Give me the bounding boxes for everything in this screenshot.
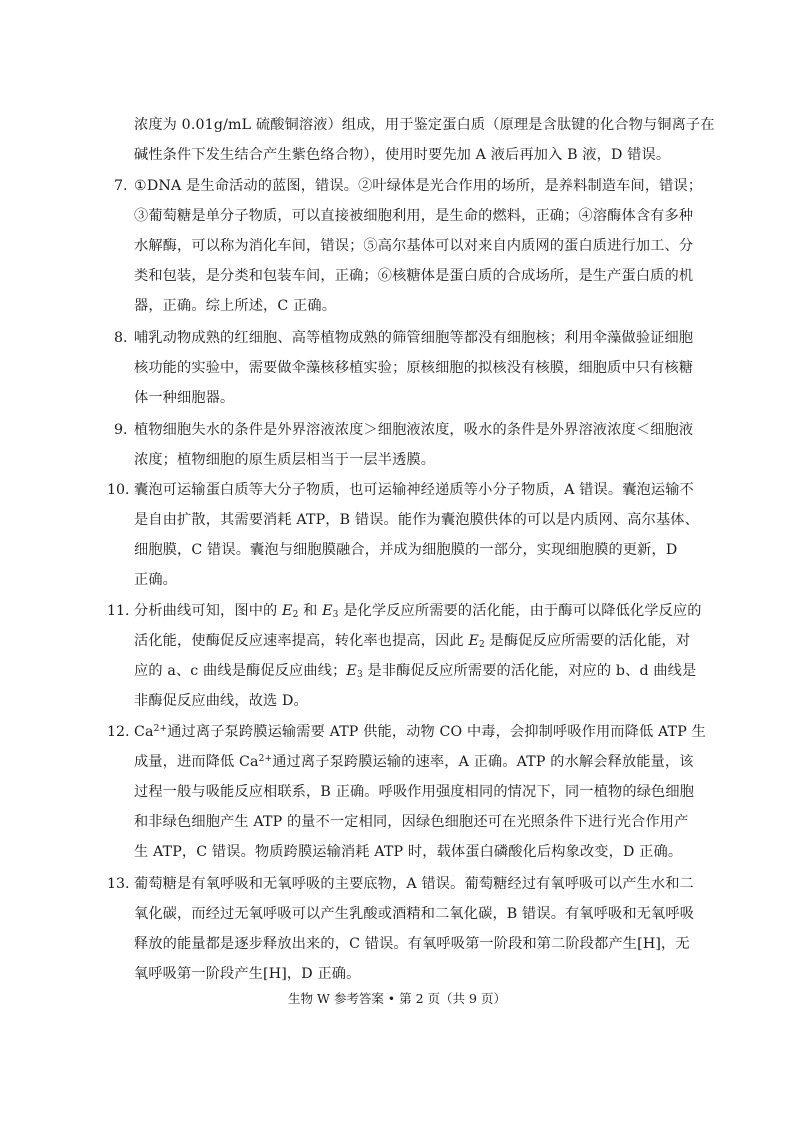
answer-12-line-1: $Ca^{2+}$通过离子泵跨膜运输需要 ATP 供能，动物 CO 中毒，会抑制呼吸作用而降低 ATP 生	[134, 724, 706, 740]
answer-13-line-4: 氧呼吸第一阶段产生[H]，D 正确。	[134, 966, 361, 982]
answer-9-line-1: 植物细胞失水的条件是外界溶液浓度＞细胞液浓度，吸水的条件是外界溶液浓度＜细胞液	[134, 422, 694, 438]
answer-12-line-2: 成量，进而降低 $Ca^{2+}$通过离子泵跨膜运输的速率，A 正确。ATP 的水解会释放能量，该	[134, 754, 694, 770]
answer-8-line-3: 体一种细胞器。	[134, 390, 235, 406]
answer-10-line-4: 正确。	[134, 572, 178, 588]
answer-12-line-4: 和非绿色细胞产生 ATP 的量不一定相同，因绿色细胞还可在光照条件下进行光合作用产	[134, 814, 689, 830]
continuation-line-1: 浓度为 0.01g/mL 硫酸铜溶液）组成，用于鉴定蛋白质（原理是含肽键的化合物与铜离子在	[134, 117, 715, 133]
answer-10-line-2: 是自由扩散，其需要消耗 ATP，B 错误。能作为囊泡膜供体的可以是内质网、高尔基体、	[134, 512, 699, 528]
answer-13-line-3: 释放的能量都是逐步释放出来的，C 错误。有氧呼吸第一阶段和第二阶段都产生[H]，无	[134, 936, 690, 952]
answer-8-line-2: 核功能的实验中，需要做伞藻核移植实验；原核细胞的拟核没有核膜，细胞质中只有核糖	[134, 360, 694, 376]
answer-8-number: 8.	[114, 330, 128, 346]
answer-7-line-1: ①DNA 是生命活动的蓝图，错误。②叶绿体是光合作用的场所，是养料制造车间，错误；	[134, 178, 703, 194]
answer-11-line-2: 活化能，使酶促反应速率提高，转化率也提高，因此 $E_2$ 是酶促反应所需要的活化能，对	[134, 633, 691, 650]
page-footer: 生物 W 参考答案 • 第 2 页（共 9 页）	[288, 991, 506, 1006]
answer-7-number: 7.	[114, 178, 128, 194]
answer-10-line-3: 细胞膜，C 错误。囊泡与细胞膜融合，并成为细胞膜的一部分，实现细胞膜的更新，D	[134, 542, 678, 558]
answer-11-line-3: 应的 a、c 曲线是酶促反应曲线；$E_3$ 是非酶促反应所需要的活化能，对应的 b、d 曲线是	[134, 663, 697, 680]
answer-11-number: 11.	[107, 603, 130, 619]
answer-12-number: 12.	[107, 724, 130, 740]
answer-12-line-5: 生 ATP，C 错误。物质跨膜运输消耗 ATP 时，载体蛋白磷酸化后构象改变，D 正确。	[134, 844, 683, 860]
answer-9-line-2: 浓度；植物细胞的原生质层相当于一层半透膜。	[134, 452, 436, 468]
answer-13-number: 13.	[107, 876, 130, 892]
answer-11-line-4: 非酶促反应曲线，故选 D。	[134, 693, 308, 709]
answer-11-line-1: 分析曲线可知，图中的 $E_2$ 和 $E_3$ 是化学反应所需要的活化能，由于酶可以降低化学反应的	[134, 603, 702, 620]
answer-13-line-1: 葡萄糖是有氧呼吸和无氧呼吸的主要底物，A 错误。葡萄糖经过有氧呼吸可以产生水和二	[134, 876, 694, 892]
answer-7-line-2: ③葡萄糖是单分子物质，可以直接被细胞利用，是生命的燃料，正确；④溶酶体含有多种	[134, 208, 694, 224]
answer-10-number: 10.	[107, 482, 130, 498]
answer-7-line-5: 器，正确。综上所述，C 正确。	[134, 298, 337, 314]
answer-8-line-1: 哺乳动物成熟的红细胞、高等植物成熟的筛管细胞等都没有细胞核；利用伞藻做验证细胞	[134, 330, 694, 346]
continuation-line-2: 碱性条件下发生结合产生紫色络合物），使用时要先加 A 液后再加入 B 液，D 错误。	[134, 147, 671, 163]
answer-12-line-3: 过程一般与吸能反应相联系，B 正确。呼吸作用强度相同的情况下，同一植物的绿色细胞	[134, 784, 695, 800]
answer-7-line-3: 水解酶，可以称为消化车间，错误；⑤高尔基体可以对来自内质网的蛋白质进行加工、分	[134, 238, 694, 254]
answer-7-line-4: 类和包装，是分类和包装车间，正确；⑥核糖体是蛋白质的合成场所，是生产蛋白质的机	[134, 268, 694, 284]
answer-9-number: 9.	[114, 422, 128, 438]
answer-13-line-2: 氧化碳，而经过无氧呼吸可以产生乳酸或酒精和二氧化碳，B 错误。有氧呼吸和无氧呼吸	[134, 906, 695, 922]
answer-10-line-1: 囊泡可运输蛋白质等大分子物质，也可运输神经递质等小分子物质，A 错误。囊泡运输不	[134, 482, 694, 498]
